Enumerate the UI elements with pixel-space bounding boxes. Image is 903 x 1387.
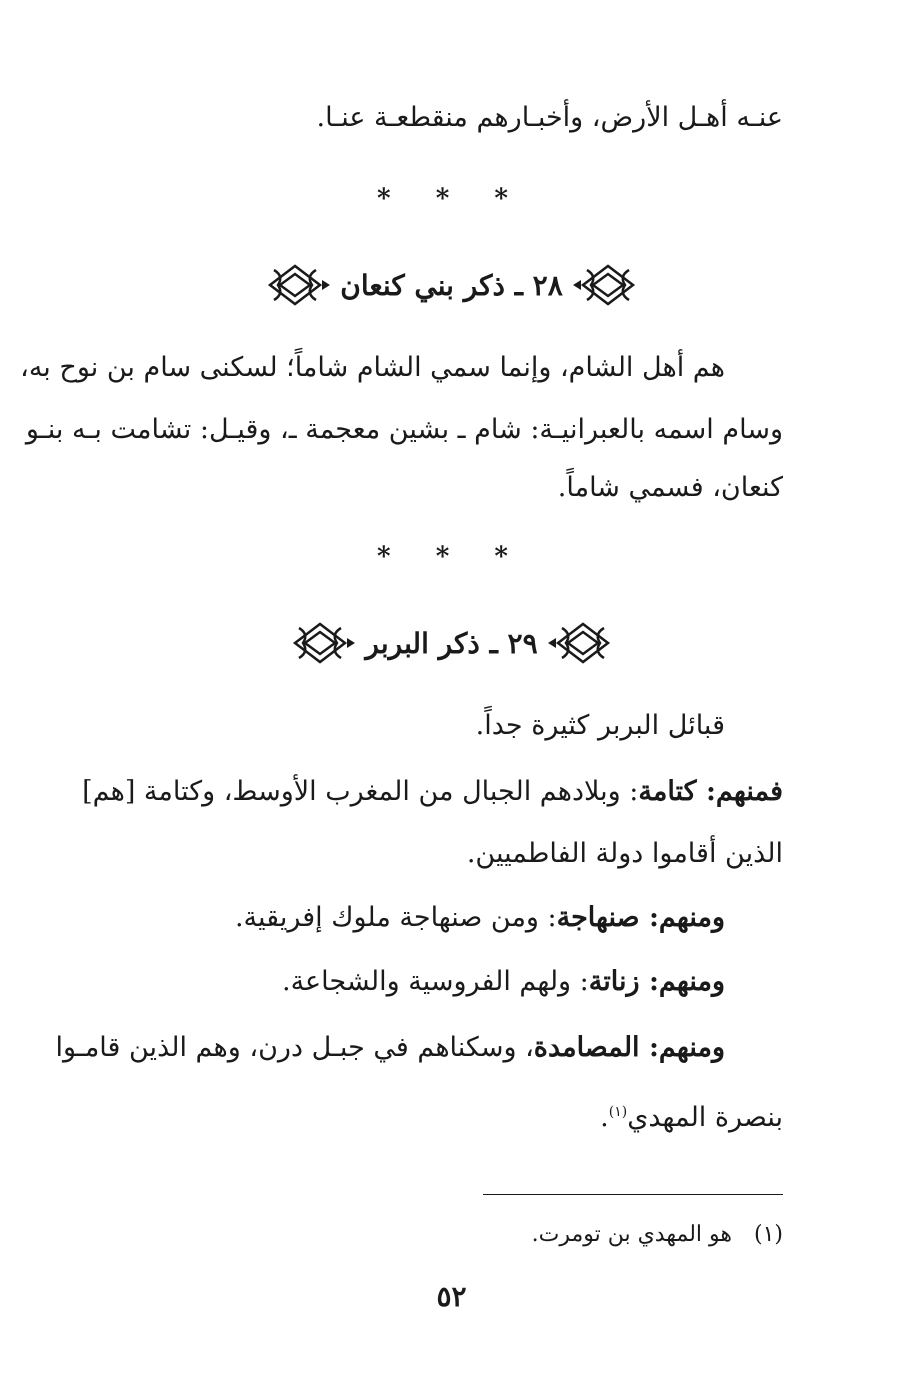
body-line: عنـه أهـل الأرض، وأخبـارهم منقطعـة عنـا. (316, 102, 783, 133)
footnote (532, 1220, 783, 1250)
section-heading-29 (0, 620, 903, 666)
body-line: هم أهل الشام، وإنما سمي الشام شاماً؛ لسكنى سام بن نوح به، (20, 352, 725, 383)
footnote-text: هو المهدي بن تومرت. (531, 1222, 732, 1247)
heading-title: ٢٨ ـ ذكر بني كنعان (340, 268, 563, 302)
tribe-name: المصامدة (533, 1032, 640, 1063)
line-text: ، وسكناهم في جبـل درن، وهم الذين قامـوا (55, 1032, 534, 1063)
ornament-icon (285, 620, 355, 666)
footnote-marker: (١) (608, 1104, 628, 1120)
line-lead: ومنهم: (639, 1032, 725, 1063)
page-number: ٥٢ (436, 1280, 467, 1313)
body-line: وسام اسمه بالعبرانيـة: شام ـ بشين معجمة ـ، وقيـل: تشامت بـه بنـو (25, 414, 783, 445)
section-heading-28 (0, 262, 903, 308)
body-line (235, 898, 725, 938)
heading-title: ٢٩ ـ ذكر البربر (365, 626, 538, 660)
body-line (55, 1028, 725, 1068)
footnote-rule (483, 1194, 783, 1195)
body-line: قبائل البربر كثيرة جداً. (475, 710, 725, 741)
body-line: الذين أقاموا دولة الفاطميين. (466, 838, 783, 869)
tribe-name: زناتة (588, 966, 640, 997)
body-line: كنعان، فسمي شاماً. (557, 472, 783, 503)
tribe-name: صنهاجة (556, 902, 640, 933)
line-lead: ومنهم: (639, 902, 725, 933)
line-text: : وبلادهم الجبال من المغرب الأوسط، وكتامة [هم] (82, 776, 639, 807)
line-text: بنصرة المهدي (627, 1102, 783, 1133)
section-separator: * * * (377, 184, 526, 214)
body-line (282, 962, 725, 1002)
body-line (82, 772, 783, 812)
line-lead: فمنهم: (696, 776, 783, 807)
line-text: : ولهم الفروسية والشجاعة. (282, 966, 589, 997)
footnote-number: (١) (753, 1222, 783, 1247)
ornament-icon (573, 262, 643, 308)
line-lead: ومنهم: (639, 966, 725, 997)
body-line (600, 1092, 783, 1138)
ornament-icon (548, 620, 618, 666)
tribe-name: كتامة (638, 776, 697, 807)
section-separator: * * * (377, 542, 526, 572)
line-end: . (600, 1102, 609, 1133)
ornament-icon (260, 262, 330, 308)
line-text: : ومن صنهاجة ملوك إفريقية. (234, 902, 557, 933)
